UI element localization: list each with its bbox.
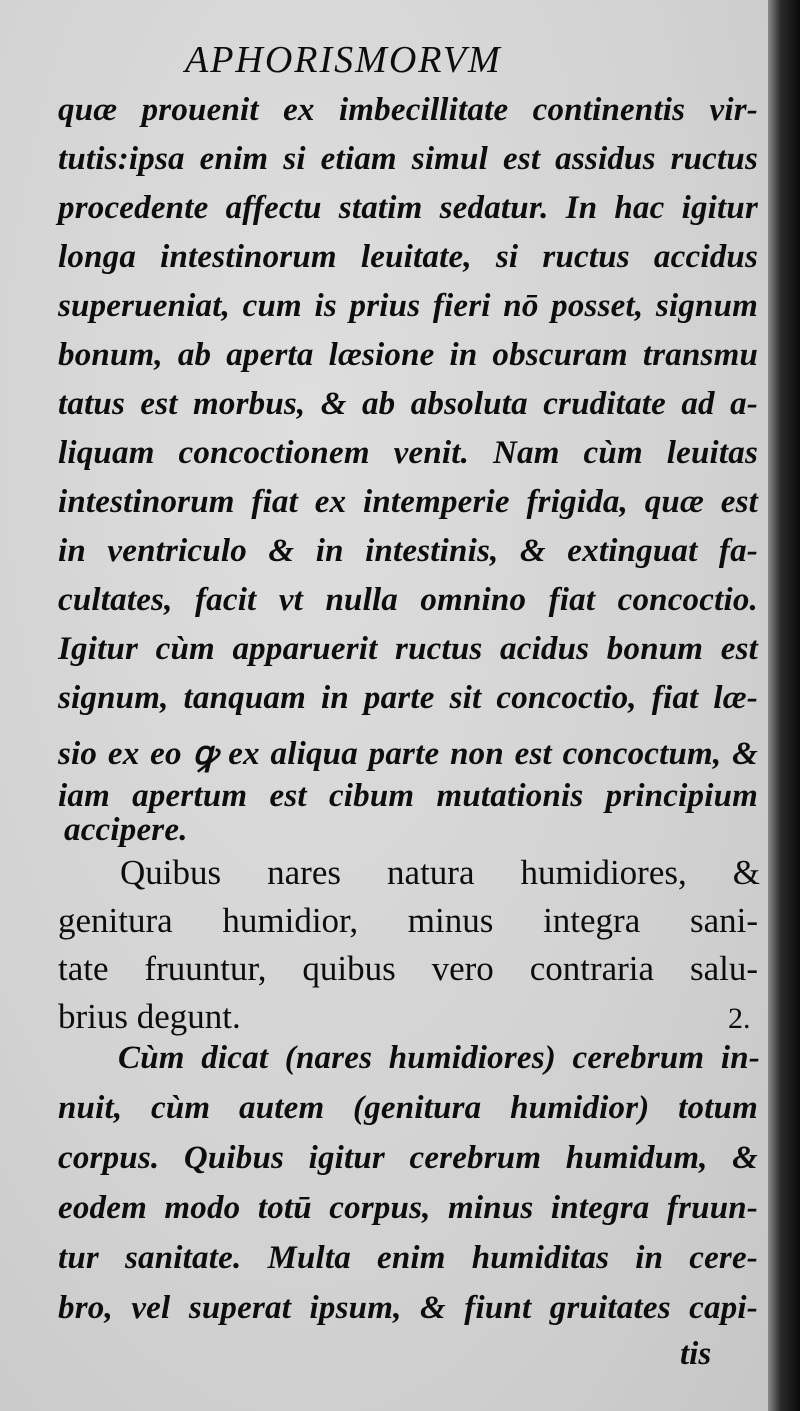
text-line: superueniat, cum is prius fieri nō posset, signum — [58, 288, 758, 324]
text-line: procedente affectu statim sedatur. In hac igitur — [58, 190, 758, 226]
commentary-line: Cùm dicat (nares humidiores) cerebrum in- — [118, 1040, 760, 1076]
commentary-line: bro, vel superat ipsum, & fiunt gruitates capi- — [58, 1290, 758, 1326]
text-line: Igitur cùm apparuerit ructus acidus bonum est — [58, 631, 758, 667]
text-line: signum, tanquam in parte sit concoctio, fiat læ- — [58, 680, 758, 716]
text-line: tatus est morbus, & ab absoluta cruditate ad a- — [58, 386, 758, 422]
aphorism-line: tate fruuntur, quibus vero contraria salu- — [58, 949, 758, 988]
aphorism-line: Quibus nares natura humidiores, & — [120, 853, 760, 892]
commentary-line: corpus. Quibus igitur cerebrum humidum, & — [58, 1140, 758, 1176]
aphorism-line: brius degunt. — [58, 997, 241, 1036]
text-line: liquam concoctionem venit. Nam cùm leuitas — [58, 435, 758, 471]
commentary-line: nuit, cùm autem (genitura humidior) totum — [58, 1090, 758, 1126]
aphorism-line: genitura humidior, minus integra sani- — [58, 901, 758, 940]
commentary-line: eodem modo totū corpus, minus integra fruun- — [58, 1190, 758, 1226]
text-line: tutis:ipsa enim si etiam simul est assidus ructus — [58, 141, 758, 177]
text-line: sio ex eo ꝙ ex aliqua parte non est concoctum, & — [58, 736, 758, 772]
text-line: intestinorum fiat ex intemperie frigida, quæ est — [58, 484, 758, 520]
text-line: iam apertum est cibum mutationis principium — [58, 778, 758, 814]
text-line: bonum, ab aperta læsione in obscuram transmu — [58, 337, 758, 373]
text-line: in ventriculo & in intestinis, & extinguat fa- — [58, 533, 758, 569]
text-line: longa intestinorum leuitate, si ructus accidus — [58, 239, 758, 275]
running-header: APHORISMORVM — [185, 39, 502, 81]
commentary-line: tur sanitate. Multa enim humiditas in cere- — [58, 1240, 758, 1276]
text-line: cultates, facit vt nulla omnino fiat concoctio. — [58, 582, 758, 618]
text-line: accipere. — [64, 812, 188, 848]
page-edge-shadow — [768, 0, 800, 1411]
aphorism-number: 2. — [728, 1002, 751, 1035]
text-line: quæ prouenit ex imbecillitate continentis vir- — [58, 92, 758, 128]
catchword: tis — [680, 1336, 712, 1372]
